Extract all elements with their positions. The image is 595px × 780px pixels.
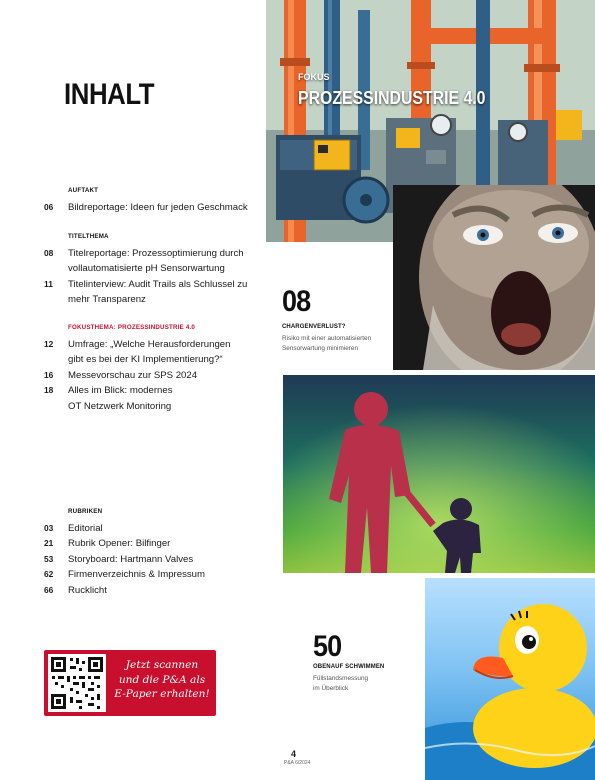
page-number: 18 — [44, 385, 54, 396]
publication-info: P&A 6/2024 — [284, 760, 311, 766]
toc-entry[interactable] — [44, 552, 264, 567]
epaper-qr-banner[interactable] — [44, 650, 216, 716]
page-number: 06 — [44, 202, 54, 212]
entry-title: Storyboard: Hartmann Valves — [68, 553, 194, 565]
page-title: INHALT — [64, 78, 155, 111]
entry-title: Firmenverzeichnis & Impressum — [68, 569, 206, 581]
page-number: 66 — [44, 584, 54, 595]
page-number: 53 — [44, 553, 54, 564]
page-number: 03 — [44, 523, 54, 533]
toc-entry[interactable] — [44, 583, 264, 598]
entry-title: Messevorschau zur SPS 2024 — [68, 369, 198, 381]
page-number: 16 — [44, 369, 54, 380]
feature-image-duck[interactable] — [425, 578, 595, 780]
hero-label: FOKUS — [298, 72, 330, 82]
feature-subtitle: Risiko mit einer automatisierten Sensorwartung minimieren — [282, 335, 372, 352]
entry-title: Rucklicht — [68, 584, 107, 596]
toc-section-fokusthema — [44, 324, 264, 414]
rubber-duck-illustration — [425, 578, 595, 780]
entry-title: Umfrage: „Welche Herausforderungen gibt es bei der KI Implementierung?“ — [68, 339, 231, 366]
qr-call-to-action: Jetzt scannen und die P&A als E-Paper erhalten! — [114, 659, 210, 700]
toc-entry[interactable] — [44, 383, 264, 414]
feature-title: CHARGENVERLUST? — [282, 324, 346, 330]
qr-code-icon — [48, 654, 106, 712]
toc-entry[interactable] — [44, 277, 264, 308]
page-number: 12 — [44, 339, 54, 349]
section-heading: RUBRIKEN — [68, 508, 103, 515]
page-number: 08 — [44, 248, 54, 258]
section-heading: FOKUSTHEMA: PROZESSINDUSTRIE 4.0 — [68, 324, 196, 331]
toc-entry[interactable] — [44, 200, 264, 215]
feature-image-silhouette[interactable] — [283, 375, 595, 573]
page-number: 11 — [44, 278, 53, 289]
entry-title: Bildreportage: Ideen fur jeden Geschmack — [68, 202, 248, 213]
toc-entry[interactable] — [44, 368, 264, 383]
toc-section-titelthema — [44, 233, 264, 308]
toc-section-rubriken — [44, 508, 264, 598]
section-heading: AUFTAKT — [68, 187, 99, 194]
feature-page-number: 08 — [282, 285, 311, 318]
toc-entry[interactable] — [44, 536, 264, 551]
toc-entry[interactable] — [44, 567, 264, 582]
parent-child-silhouette-illustration — [283, 375, 595, 573]
toc-entry[interactable] — [44, 337, 264, 368]
page-number-footer: 4 — [291, 749, 297, 759]
toc-entry[interactable] — [44, 521, 264, 536]
page-number: 21 — [44, 538, 54, 549]
entry-title: Alles im Blick: modernes OT Netzwerk Monitoring — [68, 385, 173, 412]
entry-title: Titelinterview: Audit Trails als Schlussel zu mehr Transparenz — [68, 278, 248, 306]
feature-page-number: 50 — [313, 630, 342, 663]
screaming-face-illustration — [393, 185, 595, 370]
page-number: 62 — [44, 569, 54, 580]
section-heading: TITELTHEMA — [68, 233, 109, 240]
feature-title: OBENAUF SCHWIMMEN — [313, 664, 385, 670]
feature-subtitle: Füllstandsmessung im Überblick — [313, 675, 369, 692]
entry-title: Rubrik Opener: Bilfinger — [68, 538, 171, 550]
toc-entry[interactable] — [44, 246, 264, 277]
qr-code[interactable] — [48, 654, 106, 712]
feature-image-face[interactable] — [393, 185, 595, 370]
entry-title: Titelreportage: Prozessoptimierung durch vollautomatisierte pH Sensorwartung — [68, 248, 244, 275]
hero-title: PROZESSINDUSTRIE 4.0 — [298, 88, 486, 108]
entry-title: Editorial — [68, 523, 103, 534]
toc-section-auftakt — [44, 187, 264, 215]
